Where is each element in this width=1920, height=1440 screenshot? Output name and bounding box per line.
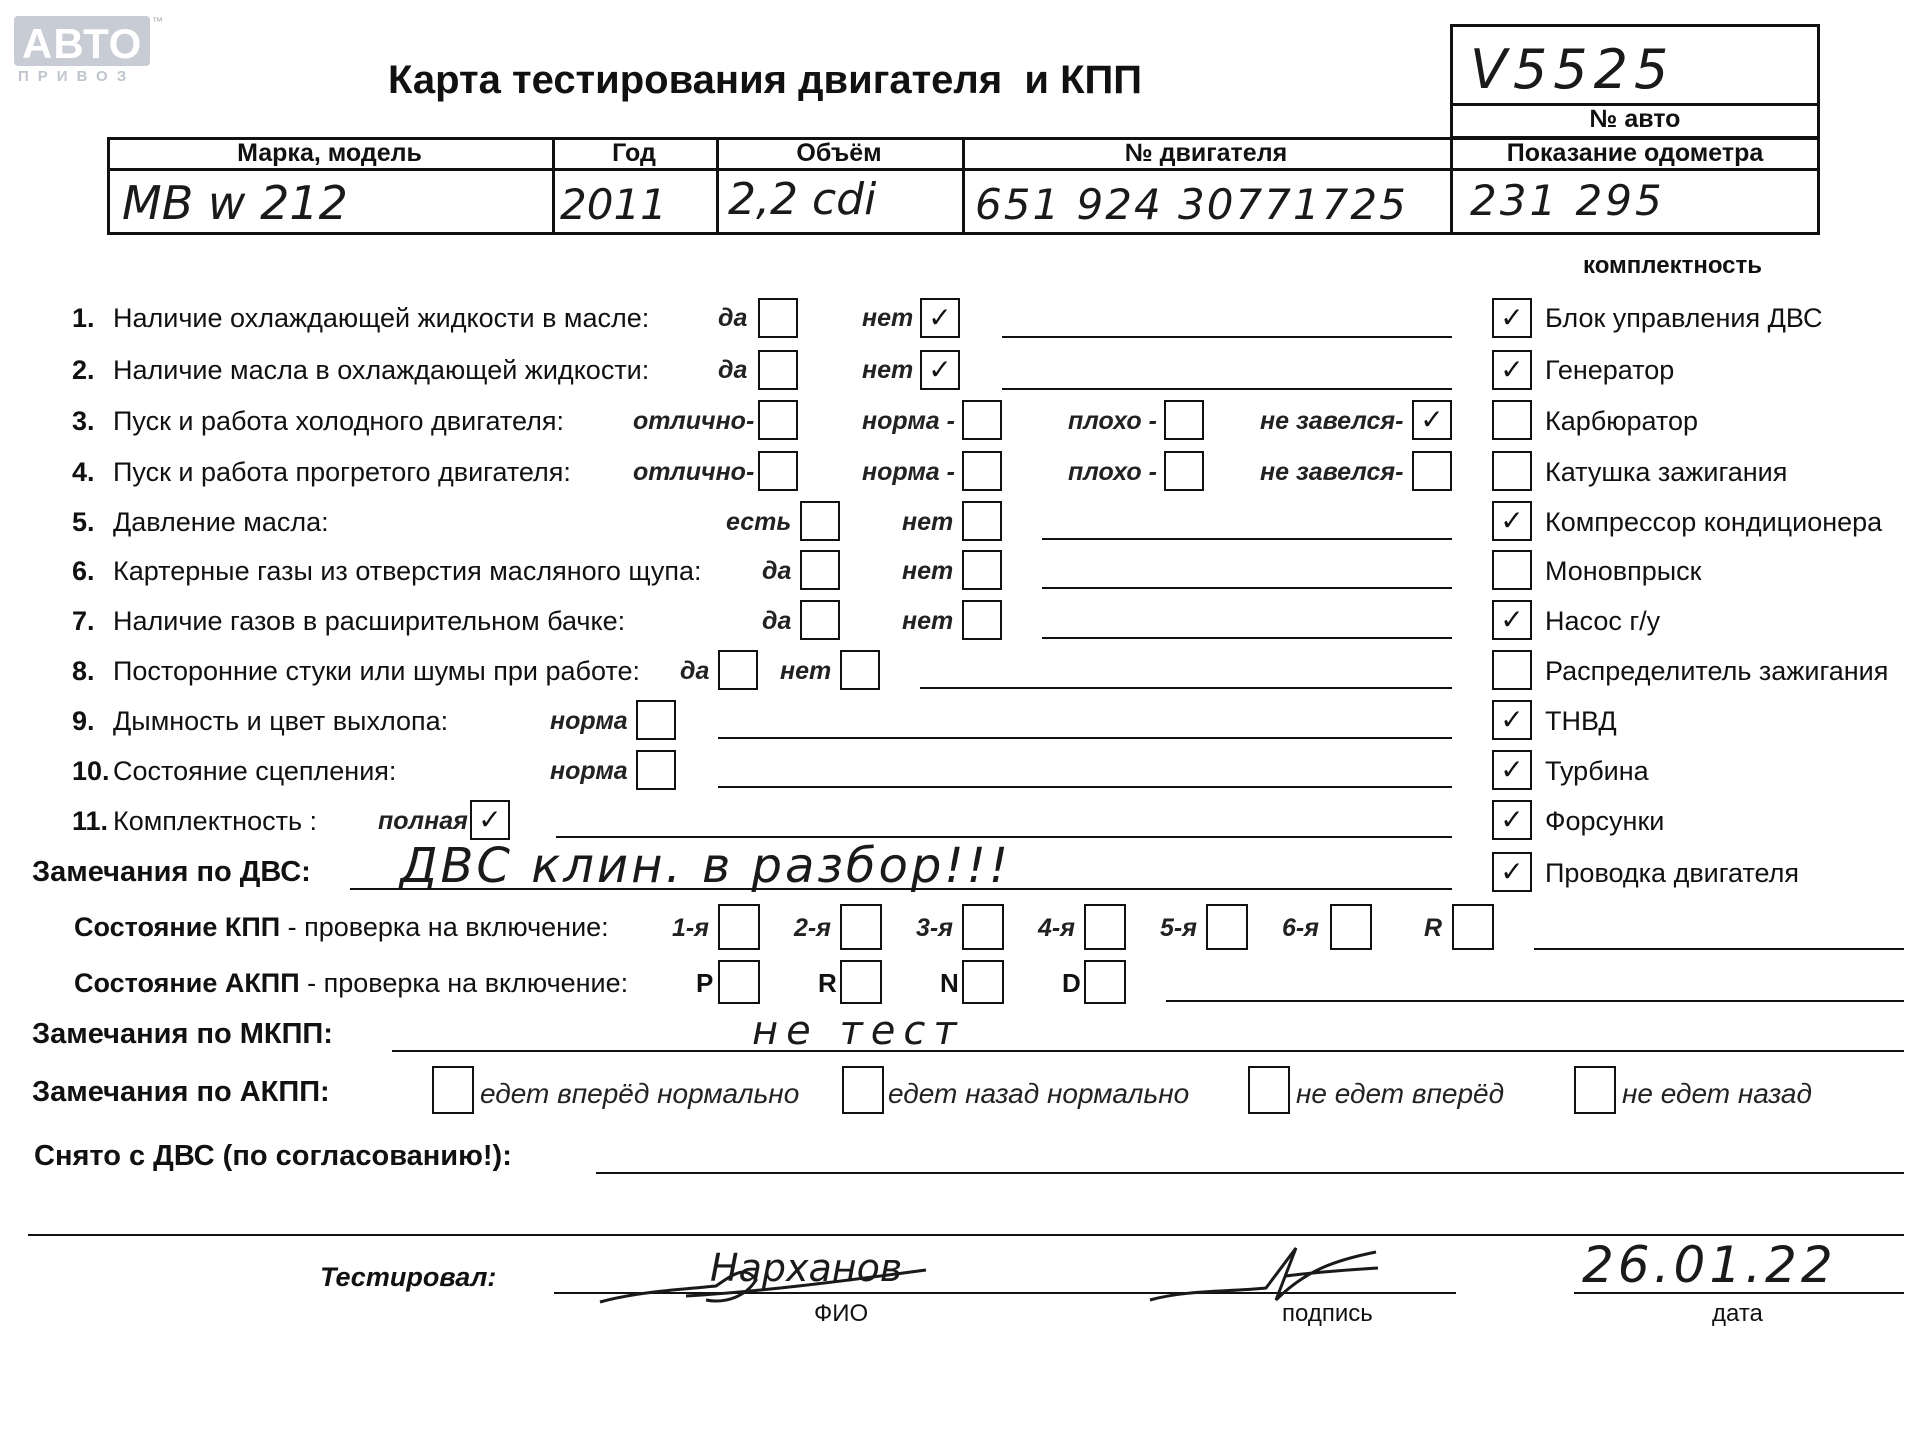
q8-text: Посторонние стуки или шумы при работе: bbox=[113, 656, 640, 686]
q9-normal-checkbox[interactable] bbox=[636, 700, 676, 740]
akpp-notes-line[interactable] bbox=[1166, 1000, 1904, 1002]
q8-notes-line[interactable] bbox=[920, 687, 1452, 689]
col-header-odometer: Показание одометра bbox=[1506, 139, 1764, 167]
q3-opt-bad: плохо - bbox=[1068, 407, 1157, 435]
q4-opt-excellent: отлично- bbox=[633, 458, 755, 486]
kpp-gear-2-label: 2-я bbox=[794, 914, 831, 942]
q5-opt-no: нет bbox=[902, 508, 954, 536]
q10-notes-line[interactable] bbox=[718, 786, 1452, 788]
q10-normal-checkbox[interactable] bbox=[636, 750, 676, 790]
kpp-gear-4-label: 4-я bbox=[1038, 914, 1075, 942]
q8-opt-yes: да bbox=[680, 657, 710, 685]
q1-num: 1. bbox=[72, 303, 95, 333]
dvs-remarks-line[interactable] bbox=[350, 888, 1452, 890]
kpp-gear-2-checkbox[interactable] bbox=[840, 904, 882, 950]
q2-text: Наличие масла в охлаждающей жидкости: bbox=[113, 355, 650, 385]
kpp-gear-1-checkbox[interactable] bbox=[718, 904, 760, 950]
col-header-engine-no: № двигателя bbox=[1124, 139, 1288, 167]
q7-num: 7. bbox=[72, 606, 95, 636]
q3-text: Пуск и работа холодного двигателя: bbox=[113, 406, 564, 436]
logo-tm: ™ bbox=[152, 16, 163, 28]
kpp-gear-r-label: R bbox=[1424, 914, 1443, 942]
akpp-forward-ok-checkbox[interactable] bbox=[432, 1066, 474, 1114]
q6-text: Картерные газы из отверстия масляного щупа: bbox=[113, 556, 702, 586]
kit-monoinjection-label: Моновпрыск bbox=[1545, 556, 1702, 586]
akpp-label-rest: - проверка на включение: bbox=[299, 968, 629, 998]
kpp-gear-r-checkbox[interactable] bbox=[1452, 904, 1494, 950]
akpp-mode-r-label: R bbox=[818, 968, 837, 998]
date-value: 26.01.22 bbox=[1582, 1236, 1837, 1294]
q2-no-checkbox[interactable]: ✓ bbox=[920, 350, 960, 390]
tested-label: Тестировал: bbox=[320, 1262, 497, 1292]
kit-wiring-checkbox[interactable]: ✓ bbox=[1492, 852, 1532, 892]
q4-opt-bad: плохо - bbox=[1068, 458, 1157, 486]
kit-injectors-checkbox[interactable]: ✓ bbox=[1492, 800, 1532, 840]
kpp-gear-1-label: 1-я bbox=[672, 914, 709, 942]
q8-num: 8. bbox=[72, 656, 95, 686]
q3-opt-excellent: отлично- bbox=[633, 407, 755, 435]
value-engine-no: 651 924 30771725 bbox=[975, 180, 1408, 229]
q2-opt-yes: да bbox=[718, 356, 748, 384]
q3-opt-normal: норма - bbox=[862, 407, 955, 435]
q5-text: Давление масла: bbox=[113, 507, 329, 537]
q1-no-checkbox[interactable]: ✓ bbox=[920, 298, 960, 338]
q4-num: 4. bbox=[72, 457, 95, 487]
kit-ecu-checkbox[interactable]: ✓ bbox=[1492, 298, 1532, 338]
q4-excellent-checkbox[interactable] bbox=[758, 451, 798, 491]
q5-no-checkbox[interactable] bbox=[962, 501, 1002, 541]
mkpp-remarks-line[interactable] bbox=[392, 1050, 1904, 1052]
q7-text: Наличие газов в расширительном бачке: bbox=[113, 606, 626, 636]
kpp-label-rest: - проверка на включение: bbox=[280, 912, 609, 942]
dvs-remarks-value: ДВС клин. в разбор!!! bbox=[400, 838, 1012, 894]
kpp-gear-3-checkbox[interactable] bbox=[962, 904, 1004, 950]
q3-normal-checkbox[interactable] bbox=[962, 400, 1002, 440]
value-year: 2011 bbox=[560, 180, 667, 229]
akpp-no-forward-label: не едет вперёд bbox=[1296, 1078, 1505, 1109]
q4-opt-normal: норма - bbox=[862, 458, 955, 486]
mkpp-remarks-value: не тест bbox=[752, 1008, 965, 1054]
col-header-volume: Объём bbox=[796, 139, 882, 167]
mkpp-remarks-label: Замечания по МКПП: bbox=[32, 1018, 333, 1050]
q6-opt-no: нет bbox=[902, 557, 954, 585]
q1-opt-yes: да bbox=[718, 304, 748, 332]
kpp-label-bold: Состояние КПП bbox=[74, 912, 281, 942]
logo-subtext: ПРИВОЗ bbox=[18, 68, 136, 85]
q3-bad-checkbox[interactable] bbox=[1164, 400, 1204, 440]
kit-generator-label: Генератор bbox=[1545, 355, 1675, 385]
q6-notes-line[interactable] bbox=[1042, 587, 1452, 589]
kpp-gear-5-checkbox[interactable] bbox=[1206, 904, 1248, 950]
q7-opt-no: нет bbox=[902, 607, 954, 635]
q4-normal-checkbox[interactable] bbox=[962, 451, 1002, 491]
q6-no-checkbox[interactable] bbox=[962, 550, 1002, 590]
logo-text: АВТО bbox=[22, 20, 143, 67]
q4-no-start-checkbox[interactable] bbox=[1412, 451, 1452, 491]
q3-opt-no-start: не завелся- bbox=[1260, 407, 1404, 435]
kpp-gear-4-checkbox[interactable] bbox=[1084, 904, 1126, 950]
q7-opt-yes: да bbox=[762, 607, 792, 635]
q4-bad-checkbox[interactable] bbox=[1164, 451, 1204, 491]
q8-opt-no: нет bbox=[780, 657, 832, 685]
kit-ignition-coil-label: Катушка зажигания bbox=[1545, 457, 1788, 487]
q9-num: 9. bbox=[72, 706, 95, 736]
q2-num: 2. bbox=[72, 355, 95, 385]
akpp-remarks-label: Замечания по АКПП: bbox=[32, 1076, 330, 1108]
date-label: дата bbox=[1712, 1300, 1763, 1327]
q11-full-checkbox[interactable]: ✓ bbox=[470, 800, 510, 840]
q9-opt-normal: норма bbox=[550, 707, 628, 735]
q7-notes-line[interactable] bbox=[1042, 637, 1452, 639]
removed-line[interactable] bbox=[596, 1172, 1904, 1174]
akpp-mode-d-checkbox[interactable] bbox=[1084, 960, 1126, 1004]
q10-num: 10. bbox=[72, 756, 110, 786]
q2-yes-checkbox[interactable] bbox=[758, 350, 798, 390]
logo bbox=[14, 16, 150, 66]
kit-monoinjection-checkbox[interactable] bbox=[1492, 550, 1532, 590]
akpp-no-forward-checkbox[interactable] bbox=[1248, 1066, 1290, 1114]
akpp-backward-ok-label: едет назад нормально bbox=[888, 1078, 1190, 1109]
q11-num: 11. bbox=[72, 806, 109, 836]
q11-text: Комплектность : bbox=[113, 806, 318, 836]
kit-hpfp-checkbox[interactable]: ✓ bbox=[1492, 700, 1532, 740]
q1-notes-line[interactable] bbox=[1002, 336, 1452, 338]
fio-value: Нарханов bbox=[710, 1246, 903, 1290]
akpp-mode-n-checkbox[interactable] bbox=[962, 960, 1004, 1004]
q4-opt-no-start: не завелся- bbox=[1260, 458, 1404, 486]
q3-excellent-checkbox[interactable] bbox=[758, 400, 798, 440]
page-title: Карта тестирования двигателя и КПП bbox=[388, 58, 1143, 102]
akpp-no-backward-checkbox[interactable] bbox=[1574, 1066, 1616, 1114]
q1-opt-no: нет bbox=[862, 304, 914, 332]
q7-yes-checkbox[interactable] bbox=[800, 600, 840, 640]
akpp-mode-n-label: N bbox=[940, 968, 959, 998]
q10-opt-normal: норма bbox=[550, 757, 628, 785]
sign-label: подпись bbox=[1282, 1300, 1373, 1327]
q6-opt-yes: да bbox=[762, 557, 792, 585]
kit-hpfp-label: ТНВД bbox=[1545, 706, 1617, 736]
value-odometer: 231 295 bbox=[1470, 176, 1665, 225]
kpp-gear-6-checkbox[interactable] bbox=[1330, 904, 1372, 950]
akpp-label-bold: Состояние АКПП bbox=[74, 968, 300, 998]
q10-text: Состояние сцепления: bbox=[113, 756, 397, 786]
auto-no-value: V5525 bbox=[1470, 38, 1675, 101]
value-model: MB w 212 bbox=[122, 176, 348, 230]
value-volume: 2,2 cdi bbox=[728, 174, 877, 225]
kit-heading: комплектность bbox=[1583, 252, 1763, 279]
kit-ps-pump-label: Насос г/у bbox=[1545, 606, 1661, 636]
q3-num: 3. bbox=[72, 406, 95, 436]
q6-yes-checkbox[interactable] bbox=[800, 550, 840, 590]
q8-yes-checkbox[interactable] bbox=[718, 650, 758, 690]
akpp-mode-p-label: P bbox=[696, 968, 714, 998]
q5-yes-checkbox[interactable] bbox=[800, 501, 840, 541]
akpp-mode-d-label: D bbox=[1062, 968, 1081, 998]
q6-num: 6. bbox=[72, 556, 95, 586]
akpp-backward-ok-checkbox[interactable] bbox=[842, 1066, 884, 1114]
q7-no-checkbox[interactable] bbox=[962, 600, 1002, 640]
kpp-gear-6-label: 6-я bbox=[1282, 914, 1319, 942]
kpp-gear-3-label: 3-я bbox=[916, 914, 953, 942]
q1-yes-checkbox[interactable] bbox=[758, 298, 798, 338]
q11-opt-full: полная bbox=[378, 807, 468, 835]
kit-ac-compressor-checkbox[interactable]: ✓ bbox=[1492, 501, 1532, 541]
akpp-label bbox=[74, 968, 628, 999]
q9-notes-line[interactable] bbox=[718, 737, 1452, 739]
col-header-year: Год bbox=[612, 139, 656, 167]
kit-carburetor-label: Карбюратор bbox=[1545, 406, 1699, 436]
dvs-remarks-label: Замечания по ДВС: bbox=[32, 856, 311, 888]
kit-distributor-checkbox[interactable] bbox=[1492, 650, 1532, 690]
kit-ignition-coil-checkbox[interactable] bbox=[1492, 451, 1532, 491]
kit-ps-pump-checkbox[interactable]: ✓ bbox=[1492, 600, 1532, 640]
akpp-no-backward-label: не едет назад bbox=[1622, 1078, 1812, 1109]
q4-text: Пуск и работа прогретого двигателя: bbox=[113, 457, 571, 487]
q5-num: 5. bbox=[72, 507, 95, 537]
kit-turbo-checkbox[interactable]: ✓ bbox=[1492, 750, 1532, 790]
q5-notes-line[interactable] bbox=[1042, 538, 1452, 540]
removed-label: Снято с ДВС (по согласованию!): bbox=[34, 1140, 512, 1172]
fio-label: ФИО bbox=[814, 1300, 869, 1327]
kit-generator-checkbox[interactable]: ✓ bbox=[1492, 350, 1532, 390]
q9-text: Дымность и цвет выхлопа: bbox=[113, 706, 449, 736]
q1-text: Наличие охлаждающей жидкости в масле: bbox=[113, 303, 650, 333]
kit-ac-compressor-label: Компрессор кондиционера bbox=[1545, 507, 1883, 537]
kit-carburetor-checkbox[interactable] bbox=[1492, 400, 1532, 440]
kit-injectors-label: Форсунки bbox=[1545, 806, 1665, 836]
fio-signature-scribble bbox=[596, 1252, 1016, 1322]
q2-opt-no: нет bbox=[862, 356, 914, 384]
q8-no-checkbox[interactable] bbox=[840, 650, 880, 690]
kit-wiring-label: Проводка двигателя bbox=[1545, 858, 1799, 888]
kpp-notes-line[interactable] bbox=[1534, 948, 1904, 950]
q5-opt-yes: есть bbox=[726, 508, 792, 536]
akpp-mode-r-checkbox[interactable] bbox=[840, 960, 882, 1004]
col-header-model: Марка, модель bbox=[237, 139, 422, 167]
auto-no-label: № авто bbox=[1589, 105, 1681, 133]
q2-notes-line[interactable] bbox=[1002, 388, 1452, 390]
akpp-mode-p-checkbox[interactable] bbox=[718, 960, 760, 1004]
kit-ecu-label: Блок управления ДВС bbox=[1545, 303, 1823, 333]
kit-distributor-label: Распределитель зажигания bbox=[1545, 656, 1889, 686]
q3-no-start-checkbox[interactable]: ✓ bbox=[1412, 400, 1452, 440]
akpp-forward-ok-label: едет вперёд нормально bbox=[480, 1078, 800, 1109]
kpp-gear-5-label: 5-я bbox=[1160, 914, 1197, 942]
kit-turbo-label: Турбина bbox=[1545, 756, 1649, 786]
kpp-label bbox=[74, 912, 609, 943]
